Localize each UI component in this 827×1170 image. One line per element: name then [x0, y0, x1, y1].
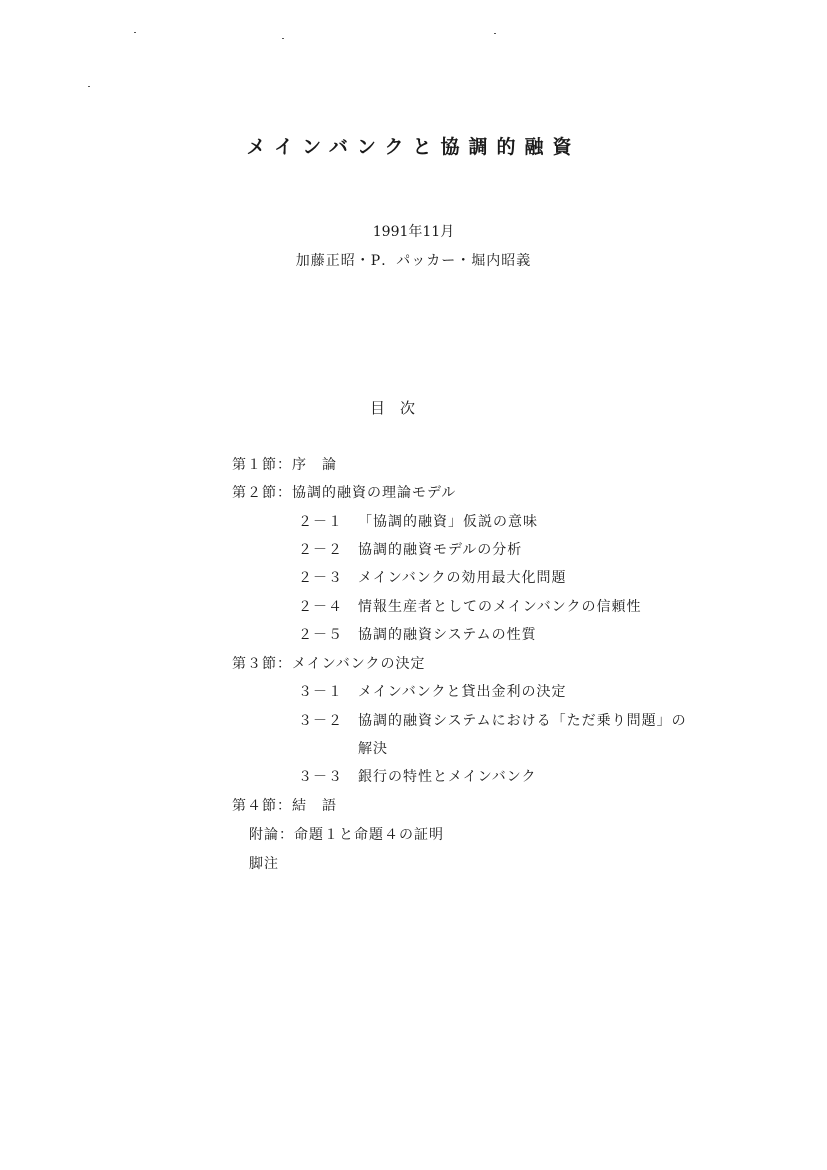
- scan-speck: [494, 33, 496, 34]
- toc-entry-number: ３－１: [298, 684, 343, 700]
- toc-entry: [298, 681, 566, 701]
- toc-section-1: 第１節：序 論: [232, 457, 337, 473]
- toc-entry: [298, 567, 566, 587]
- toc-heading: [370, 397, 415, 418]
- document-date: 1991年11月: [372, 224, 455, 240]
- toc-footnotes: 脚注: [249, 856, 279, 872]
- toc-entry-text: 協調的融資モデルの分析: [358, 542, 523, 558]
- toc-section-2: 第２節：協調的融資の理論モデル: [232, 485, 457, 501]
- document-authors: 加藤正昭・P．パッカー・堀内昭義: [295, 253, 532, 269]
- toc-entry: [298, 710, 687, 730]
- scan-speck: [282, 38, 284, 39]
- toc-section-4: 第４節：結 語: [232, 798, 337, 814]
- toc-section-3: 第３節：メインバンクの決定: [232, 656, 426, 672]
- document-title: メインバンクと協調的融資: [246, 136, 581, 158]
- toc-entry-number: ３－２: [298, 713, 343, 729]
- toc-entry: [298, 766, 536, 786]
- toc-entry-continuation: 解決: [358, 741, 388, 757]
- toc-entry: [298, 624, 537, 644]
- toc-entry-text: メインバンクと貸出金利の決定: [358, 684, 567, 700]
- toc-entry-number: ２－３: [298, 570, 343, 586]
- toc-heading-text: 目 次: [370, 399, 416, 417]
- toc-entry-text: 協調的融資システムにおける「ただ乗り問題」の: [358, 713, 687, 729]
- scan-speck: [88, 86, 90, 87]
- toc-entry-number: ３－３: [298, 769, 343, 785]
- toc-entry-text: 銀行の特性とメインバンク: [358, 769, 537, 785]
- toc-entry-text: 情報生産者としてのメインバンクの信頼性: [358, 599, 642, 615]
- toc-entry-text: 協調的融資システムの性質: [358, 627, 537, 643]
- toc-entry: [298, 539, 522, 559]
- toc-entry: [298, 596, 641, 616]
- toc-entry-number: ２－２: [298, 542, 343, 558]
- toc-entry-text: メインバンクの効用最大化問題: [358, 570, 567, 586]
- toc-entry: [298, 511, 538, 531]
- toc-entry-number: ２－４: [298, 599, 343, 615]
- toc-entry-number: ２－１: [298, 514, 343, 530]
- toc-appendix: 附論：命題１と命題４の証明: [249, 827, 444, 843]
- toc-entry-number: ２－５: [298, 627, 343, 643]
- toc-entry-text: 「協調的融資」仮説の意味: [358, 514, 538, 530]
- scan-speck: [134, 32, 136, 33]
